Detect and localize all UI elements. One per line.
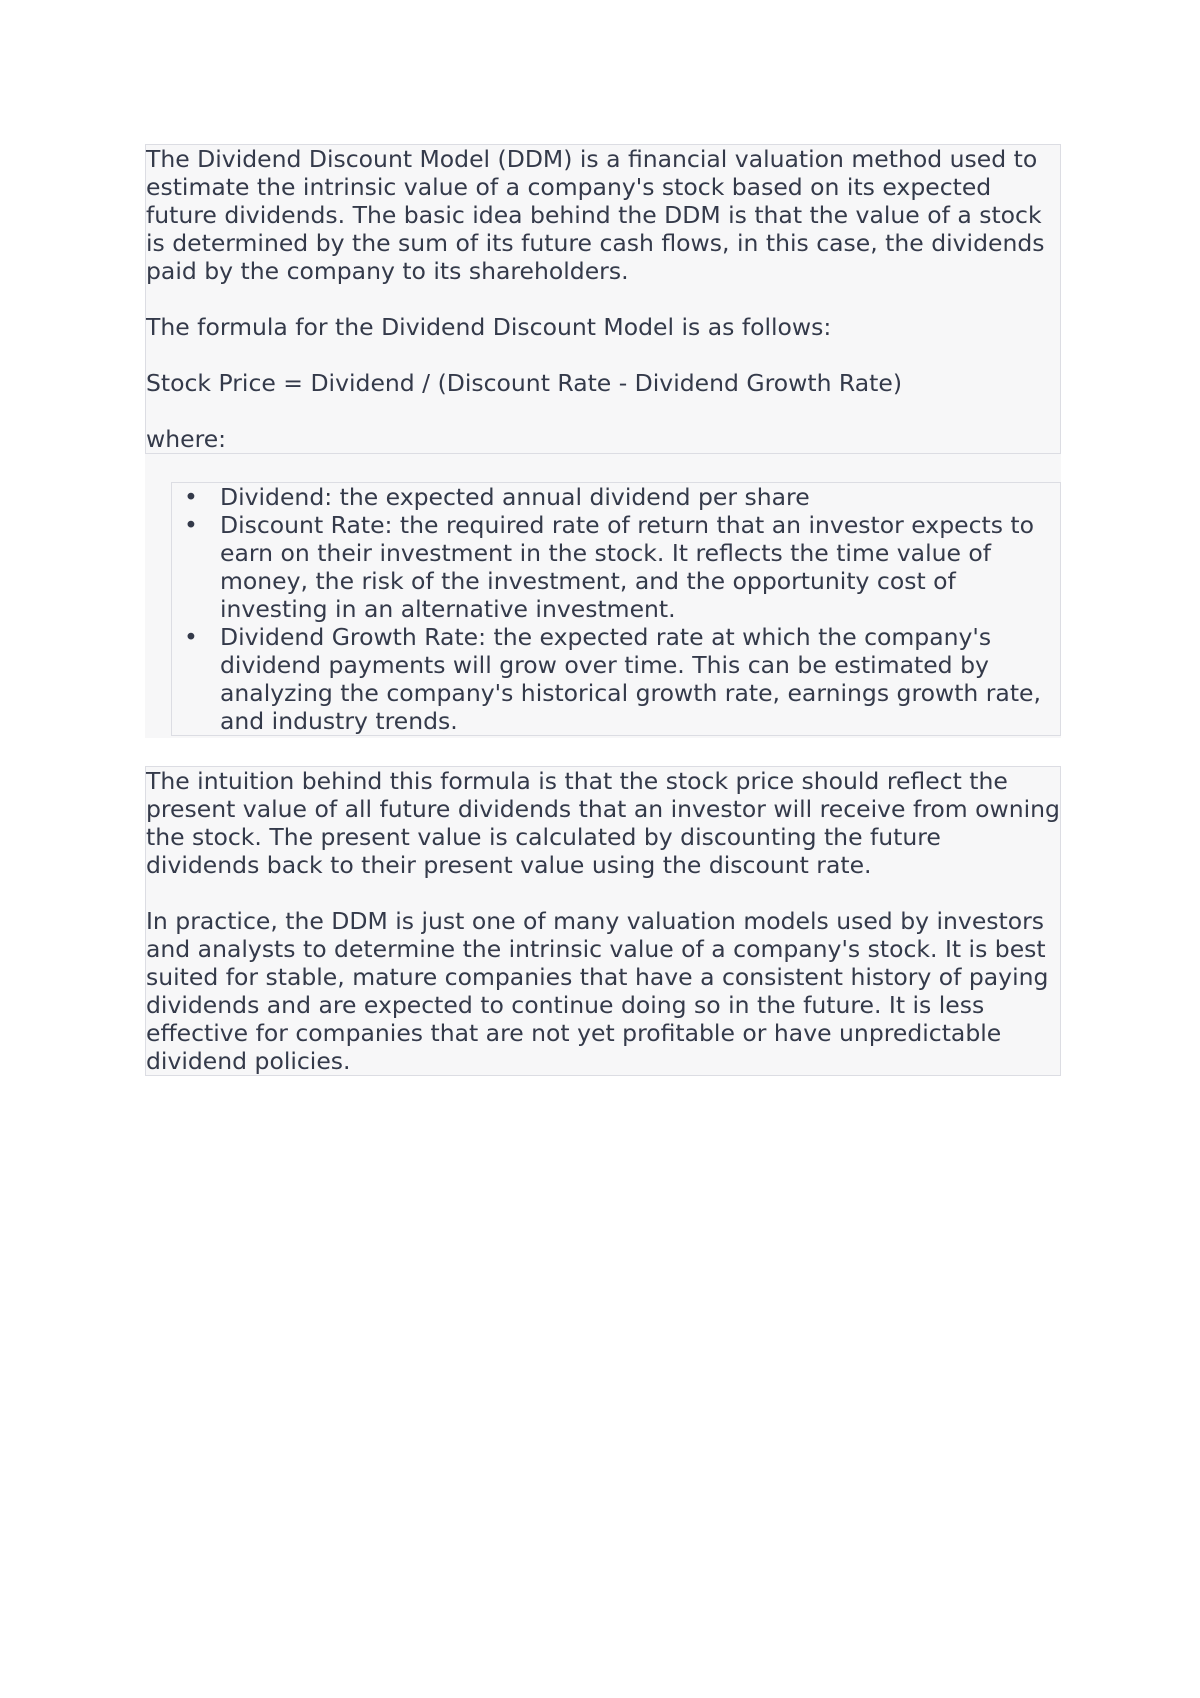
conclusion-section (145, 766, 1061, 1076)
paragraph-gap (146, 879, 1060, 907)
paragraph-gap (146, 397, 1060, 425)
practice-paragraph: In practice, the DDM is just one of many valuation models used by investors and analysts to determine the intrinsic value of a company's stock. It is best suited for stable, mature companies that have a consistent history of paying dividends and are expected to continue doing so in the future. It is less effective for companies that are not yet profitable or have unpredictable dividend policies. (146, 907, 1049, 1075)
document-body (145, 144, 1061, 1076)
bullet-icon: • (184, 623, 198, 651)
intuition-paragraph: The intuition behind this formula is that the stock price should reflect the present value of all future dividends that an investor will receive from owning the stock. The present value is calculated by discounting the future dividends back to their present value using the discount rate. (146, 767, 1060, 879)
list-item-text: Discount Rate: the required rate of return that an investor expects to earn on their investment in the stock. It reflects the time value of money, the risk of the investment, and the opportunity cost of investing in an alternative investment. (220, 511, 1035, 623)
section-gap (145, 738, 1061, 766)
list-item-dividend (184, 483, 1060, 511)
bullet-icon: • (184, 483, 198, 511)
formula-paragraph: Stock Price = Dividend / (Discount Rate - Dividend Growth Rate) (146, 369, 902, 397)
list-item-discount-rate (184, 511, 1060, 623)
intro-paragraph: The Dividend Discount Model (DDM) is a financial valuation method used to estimate the intrinsic value of a company's stock based on its expected future dividends. The basic idea behind the DDM is that the value of a stock is determined by the sum of its future cash flows, in this case, the dividends paid by the company to its shareholders. (146, 145, 1045, 285)
formula-intro-paragraph: The formula for the Dividend Discount Model is as follows: (146, 313, 832, 341)
definitions-wrapper (145, 454, 1061, 738)
bullet-icon: • (184, 511, 198, 539)
list-item-growth-rate (184, 623, 1060, 735)
paragraph-gap (146, 341, 1060, 369)
paragraph-gap (146, 285, 1060, 313)
list-item-text: Dividend Growth Rate: the expected rate at which the company's dividend payments will grow over time. This can be estimated by analyzing the company's historical growth rate, earnings growth rate, and industry trends. (220, 623, 1041, 735)
list-item-text: Dividend: the expected annual dividend per share (220, 483, 810, 511)
intro-section (145, 144, 1061, 454)
definitions-list (171, 482, 1061, 736)
where-label: where: (146, 425, 227, 453)
list-top-spacer (171, 456, 1061, 482)
